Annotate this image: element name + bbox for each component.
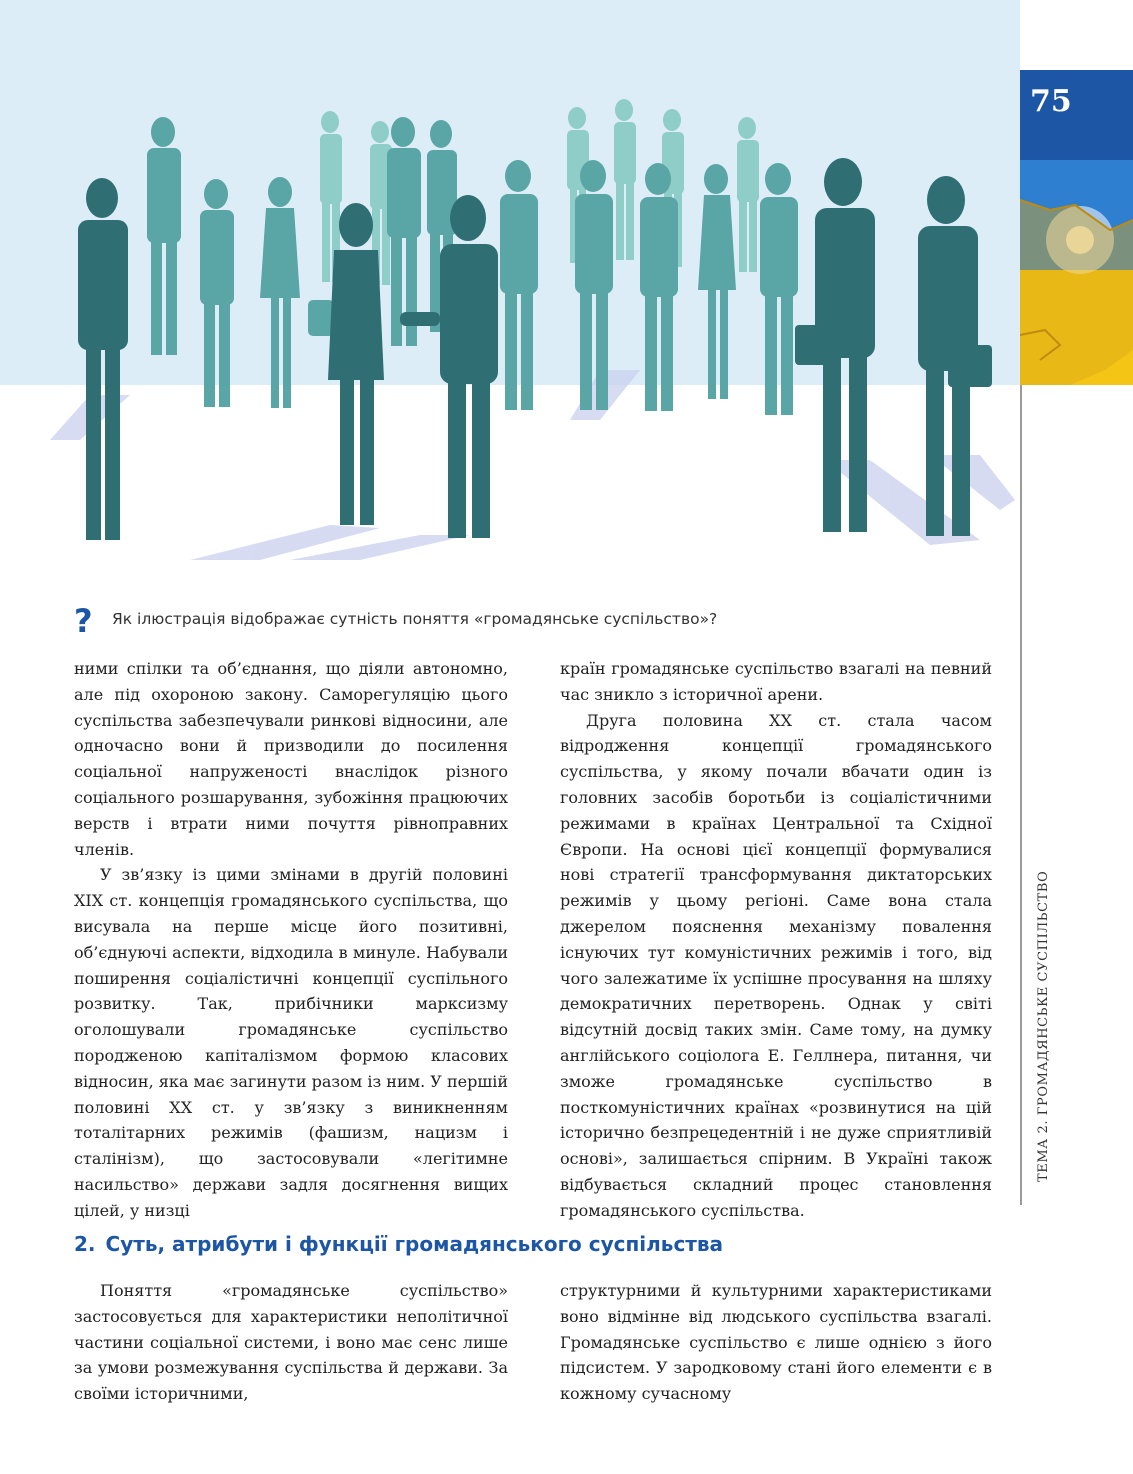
page-number-tab bbox=[1020, 70, 1133, 160]
text-column-left-bottom bbox=[74, 1278, 508, 1407]
hero-illustration bbox=[0, 0, 1020, 560]
section-title: Суть, атрибути і функції громадянського суспільства bbox=[105, 1232, 724, 1256]
background-crowd bbox=[320, 99, 759, 285]
paragraph: структурними й культурними характеристиками воно відмінне від людського суспільства взагалі. Громадянське суспільство є лише однією з його підсистем. У зародковому стані його елементи є в кожному сучасному bbox=[560, 1281, 992, 1404]
question-text: Як ілюстрація відображає сутність поняття «громадянське суспільство»? bbox=[112, 610, 718, 628]
section-heading bbox=[74, 1232, 723, 1256]
paragraph: У зв’язку із цими змінами в другій половині ХІХ ст. концепція громадянського суспільства, що висувала на перше місце його позитивні, об’єднуючі аспекти, відходила в минуле. Набували поширення соціалістичні концепції суспільного розвитку. Так, прибічники марксизму оголошували громадянське суспільство породженою капіталізмом формою класових відносин, яка має загинути разом із ним. У першій половині ХХ ст. у зв’язку з виникненням тоталітарних режимів (фашизм, нацизм і сталінізм), що застосовували «легітимне насильство» держави задля досягнення вищих цілей, у низці bbox=[74, 865, 508, 1220]
section-number: 2. bbox=[74, 1232, 96, 1256]
paragraph: Друга половина ХХ ст. стала часом відродження концепції громадянського суспільства, у якому почали вбачати один із головних засобів боротьби із соціалістичними режимами в країнах Центральної та Східної Європи. На основі цієї концепції формувалися нові стратегії трансформування диктаторських режимів у цьому регіоні. Саме вона стала джерелом пояснення механізму повалення існуючих тут комуністичних режимів і того, від чого залежатиме їх успішне просування на шляху демократичних перетворень. Однак у світі відсутній досвід таких змін. Саме тому, на думку англійського соціолога Е. Геллнера, питання, чи зможе громадянське суспільство в посткомуністичних країнах «розвинутися на цій історично безпрецедентній і не дуже сприятливій основі», залишається спірним. В Україні також відбувається складний процес становлення громадянського суспільства. bbox=[560, 710, 992, 1220]
text-column-left bbox=[74, 656, 508, 1224]
question-block bbox=[74, 602, 1014, 642]
side-rule bbox=[1020, 385, 1022, 1205]
paragraph: ними спілки та об’єднання, що діяли автономно, але під охороною закону. Саморегуляцію цього суспільства забезпечували ринкові відносини, але одночасно вони й призводили до посилення соціальної напруженості внаслідок різного соціального розшарування, зубожіння працюючих верств і втрати ними почуття рівноправних членів. bbox=[74, 659, 508, 859]
people-silhouettes-illustration bbox=[0, 0, 1020, 560]
text-column-right-bottom bbox=[560, 1278, 992, 1407]
question-mark-icon: ? bbox=[74, 602, 93, 640]
ukraine-map-flag-illustration bbox=[1020, 160, 1133, 385]
page-number: 75 bbox=[1030, 84, 1072, 119]
text-column-right bbox=[560, 656, 992, 1224]
paragraph: Поняття «громадянське суспільство» застосовується для характеристики неполітичної частини соціальної системи, і воно має сенс лише за умови розмежування суспільства й держави. За своїми історичними, bbox=[74, 1281, 508, 1404]
paragraph: країн громадянське суспільство взагалі на певний час зникло з історичної арени. bbox=[560, 659, 992, 704]
side-running-title: ТЕМА 2. ГРОМАДЯНСЬКЕ СУСПІЛЬСТВО bbox=[1036, 870, 1051, 1182]
